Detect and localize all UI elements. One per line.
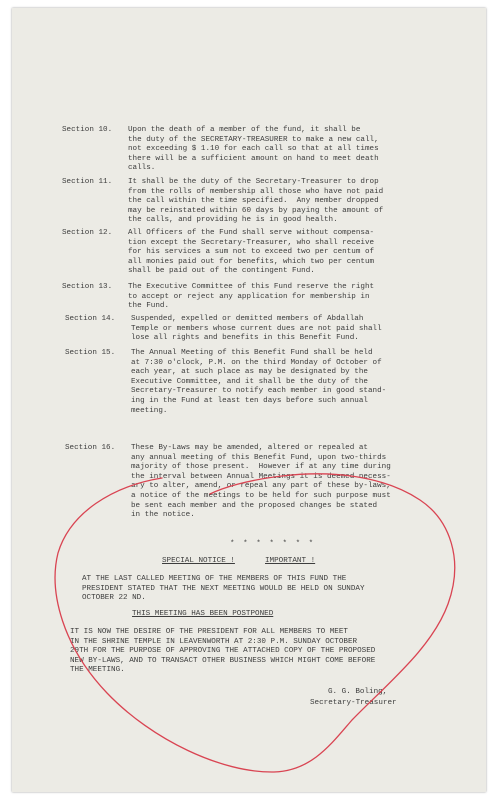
section-text: It shall be the duty of the Secretary-Treasurer to drop from the rolls of membership all those who have not paid the call within the time specified. Any member dropped may be reinstated within 60 days by paying the amount of the calls, and providing he is in good health. [128,178,384,225]
section-text: Suspended, expelled or demitted members of Abdallah Temple or members whose current dues are not paid shall lose all rights and benefits in this Benefit Fund. [131,315,382,343]
section-text: The Annual Meeting of this Benefit Fund shall be held at 7:30 o'clock, P.M. on the third Monday of October of each year, at such place as may be designated by the Executive Committee, and it shall be the duty of the Secretary-Treasurer to notify each member in good stand- ing in the Fund at least ten days before such annual meeting. [131,349,387,415]
section-label: Section 11. [62,178,113,186]
section-label: Section 13. [62,283,113,291]
notice-paragraph-2: IT IS NOW THE DESIRE OF THE PRESIDENT FOR ALL MEMBERS TO MEET IN THE SHRINE TEMPLE IN LEAVENWORTH AT 2:30 P.M. SUNDAY OCTOBER 29TH FOR THE PURPOSE OF APPROVING THE ATTACHED COPY OF THE PROPOSED NEW BY-LAWS, AND TO TRANSACT OTHER BUSINESS WHICH MIGHT COME BEFORE THE MEETING. [70,628,376,675]
section-text: These By-Laws may be amended, altered or repealed at any annual meeting of this Benefit Fund, upon two-thirds majority of those present. However if at any time during the interval between Annual Meetings it is deemed necess- ary to alter, amend, or repeal any part of these by-laws, a notice of the meetings to be held for such purpose must be sent each member and the proposed changes be stated in the notice. [131,444,391,520]
section-text: The Executive Committee of this Fund reserve the right to accept or reject any application for membership in the Fund. [128,283,375,311]
notice-paragraph-1: AT THE LAST CALLED MEETING OF THE MEMBERS OF THIS FUND THE PRESIDENT STATED THAT THE NEXT MEETING WOULD BE HELD ON SUNDAY OCTOBER 22 ND. [82,575,365,603]
section-label: Section 14. [65,315,116,323]
signature-title: Secretary-Treasurer [310,699,397,707]
section-text: Upon the death of a member of the fund, it shall be the duty of the SECRETARY-TREASURER to make a new call, not exceeding $ 1.10 for each call so that at all times there will be a sufficient amount on hand to meet death calls. [128,126,379,173]
special-notice-heading: SPECIAL NOTICE ! [162,557,235,565]
section-label: Section 16. [65,444,116,452]
section-text: All Officers of the Fund shall serve without compensa- tion except the Secretary-Treasurer, who shall receive for his services a sum not to exceed two per centum of all monies paid out for benefits, which two per centum shall be paid out of the contingent Fund. [128,229,375,276]
section-label: Section 10. [62,126,113,134]
signature-name: G. G. Boling, [328,688,388,696]
important-heading: IMPORTANT ! [265,557,316,565]
document-page [12,8,486,792]
section-label: Section 12. [62,229,113,237]
postponed-heading: THIS MEETING HAS BEEN POSTPONED [132,610,274,618]
section-label: Section 15. [65,349,116,357]
separator-stars: * * * * * * * [230,540,316,548]
